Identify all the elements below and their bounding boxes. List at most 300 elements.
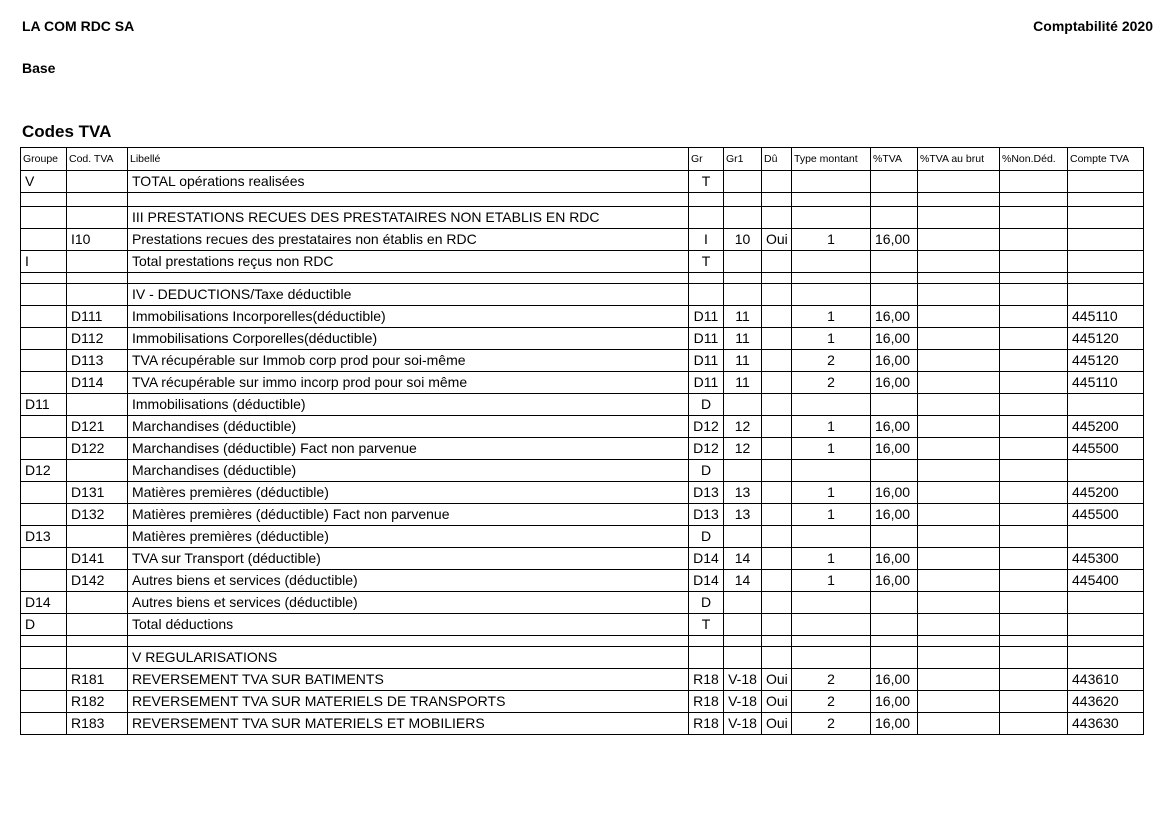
- non-ded-cell: [1000, 229, 1068, 251]
- non-ded-cell: [1000, 193, 1068, 207]
- libelle-cell: V REGULARISATIONS: [128, 647, 689, 669]
- gr1-cell: [724, 394, 762, 416]
- groupe-cell: [21, 284, 67, 306]
- gr-cell: D13: [689, 482, 724, 504]
- du-cell: [762, 372, 792, 394]
- tva-brut-cell: [918, 416, 1000, 438]
- table-row: [21, 526, 1144, 548]
- table-row: [21, 273, 1144, 284]
- col-groupe-header: Groupe: [21, 148, 67, 171]
- non-ded-cell: [1000, 647, 1068, 669]
- groupe-cell: [21, 328, 67, 350]
- gr-cell: D: [689, 460, 724, 482]
- groupe-cell: [21, 273, 67, 284]
- non-ded-cell: [1000, 171, 1068, 193]
- cod-tva-cell: D114: [67, 372, 128, 394]
- type-montant-cell: [792, 394, 871, 416]
- gr1-cell: 14: [724, 548, 762, 570]
- du-cell: Oui: [762, 691, 792, 713]
- tva-brut-cell: [918, 713, 1000, 735]
- tva-brut-cell: [918, 460, 1000, 482]
- libelle-cell: REVERSEMENT TVA SUR BATIMENTS: [128, 669, 689, 691]
- non-ded-cell: [1000, 482, 1068, 504]
- cod-tva-cell: R182: [67, 691, 128, 713]
- libelle-cell: TOTAL opérations realisées: [128, 171, 689, 193]
- table-row: [21, 438, 1144, 460]
- non-ded-cell: [1000, 273, 1068, 284]
- tva-cell: 16,00: [871, 328, 918, 350]
- gr-cell: T: [689, 614, 724, 636]
- groupe-cell: I: [21, 251, 67, 273]
- non-ded-cell: [1000, 394, 1068, 416]
- cod-tva-cell: I10: [67, 229, 128, 251]
- type-montant-cell: [792, 193, 871, 207]
- table-row: [21, 669, 1144, 691]
- col-du-header: Dû: [762, 148, 792, 171]
- groupe-cell: [21, 636, 67, 647]
- tva-brut-cell: [918, 350, 1000, 372]
- non-ded-cell: [1000, 548, 1068, 570]
- cod-tva-cell: R181: [67, 669, 128, 691]
- gr1-cell: 11: [724, 372, 762, 394]
- table-row: [21, 548, 1144, 570]
- section-title: Codes TVA: [22, 122, 112, 141]
- gr1-cell: [724, 171, 762, 193]
- gr1-cell: [724, 273, 762, 284]
- table-row: [21, 416, 1144, 438]
- du-cell: [762, 394, 792, 416]
- groupe-cell: D: [21, 614, 67, 636]
- tva-brut-cell: [918, 193, 1000, 207]
- tva-cell: [871, 193, 918, 207]
- cod-tva-cell: [67, 614, 128, 636]
- tva-brut-cell: [918, 636, 1000, 647]
- cod-tva-cell: D122: [67, 438, 128, 460]
- tva-cell: 16,00: [871, 350, 918, 372]
- cod-tva-cell: D111: [67, 306, 128, 328]
- gr-cell: D: [689, 526, 724, 548]
- compte-tva-cell: 445120: [1068, 350, 1144, 372]
- gr-cell: I: [689, 229, 724, 251]
- du-cell: [762, 460, 792, 482]
- du-cell: [762, 614, 792, 636]
- tva-cell: [871, 171, 918, 193]
- gr-cell: D11: [689, 306, 724, 328]
- compte-tva-cell: 445300: [1068, 548, 1144, 570]
- libelle-cell: IV - DEDUCTIONS/Taxe déductible: [128, 284, 689, 306]
- du-cell: [762, 504, 792, 526]
- tva-brut-cell: [918, 482, 1000, 504]
- groupe-cell: D14: [21, 592, 67, 614]
- du-cell: [762, 350, 792, 372]
- du-cell: Oui: [762, 669, 792, 691]
- tva-brut-cell: [918, 504, 1000, 526]
- du-cell: [762, 193, 792, 207]
- gr-cell: D14: [689, 570, 724, 592]
- tva-cell: 16,00: [871, 416, 918, 438]
- tva-brut-cell: [918, 614, 1000, 636]
- col-gr-header: Gr: [689, 148, 724, 171]
- gr1-cell: [724, 251, 762, 273]
- type-montant-cell: [792, 171, 871, 193]
- tva-brut-cell: [918, 171, 1000, 193]
- du-cell: [762, 482, 792, 504]
- compte-tva-cell: 445110: [1068, 372, 1144, 394]
- compte-tva-cell: 445500: [1068, 438, 1144, 460]
- gr-cell: R18: [689, 691, 724, 713]
- type-montant-cell: 2: [792, 669, 871, 691]
- non-ded-cell: [1000, 460, 1068, 482]
- tva-cell: 16,00: [871, 229, 918, 251]
- table-row: [21, 460, 1144, 482]
- type-montant-cell: 1: [792, 548, 871, 570]
- du-cell: Oui: [762, 713, 792, 735]
- libelle-cell: Prestations recues des prestataires non établis en RDC: [128, 229, 689, 251]
- gr-cell: D11: [689, 328, 724, 350]
- table-row: [21, 647, 1144, 669]
- cod-tva-cell: D113: [67, 350, 128, 372]
- type-montant-cell: 2: [792, 691, 871, 713]
- table-row: [21, 207, 1144, 229]
- compte-tva-cell: [1068, 171, 1144, 193]
- gr-cell: [689, 284, 724, 306]
- gr1-cell: 10: [724, 229, 762, 251]
- non-ded-cell: [1000, 592, 1068, 614]
- non-ded-cell: [1000, 372, 1068, 394]
- cod-tva-cell: [67, 193, 128, 207]
- compte-tva-cell: [1068, 394, 1144, 416]
- compte-tva-cell: 445110: [1068, 306, 1144, 328]
- table-row: [21, 284, 1144, 306]
- table-row: [21, 328, 1144, 350]
- type-montant-cell: 1: [792, 229, 871, 251]
- cod-tva-cell: D132: [67, 504, 128, 526]
- type-montant-cell: [792, 526, 871, 548]
- du-cell: [762, 548, 792, 570]
- cod-tva-cell: D141: [67, 548, 128, 570]
- tva-brut-cell: [918, 438, 1000, 460]
- gr1-cell: 11: [724, 328, 762, 350]
- non-ded-cell: [1000, 614, 1068, 636]
- non-ded-cell: [1000, 526, 1068, 548]
- du-cell: [762, 416, 792, 438]
- table-row: [21, 372, 1144, 394]
- tva-cell: [871, 207, 918, 229]
- tva-cell: 16,00: [871, 438, 918, 460]
- table-row: [21, 504, 1144, 526]
- company-name: LA COM RDC SA: [22, 18, 135, 34]
- tva-brut-cell: [918, 592, 1000, 614]
- gr-cell: D13: [689, 504, 724, 526]
- non-ded-cell: [1000, 691, 1068, 713]
- libelle-cell: TVA récupérable sur immo incorp prod pour soi même: [128, 372, 689, 394]
- groupe-cell: [21, 482, 67, 504]
- libelle-cell: REVERSEMENT TVA SUR MATERIELS ET MOBILIERS: [128, 713, 689, 735]
- tva-cell: 16,00: [871, 504, 918, 526]
- libelle-cell: Matières premières (déductible): [128, 526, 689, 548]
- table-row: [21, 636, 1144, 647]
- du-cell: [762, 592, 792, 614]
- gr-cell: D11: [689, 372, 724, 394]
- groupe-cell: [21, 350, 67, 372]
- cod-tva-cell: [67, 251, 128, 273]
- non-ded-cell: [1000, 504, 1068, 526]
- type-montant-cell: 1: [792, 416, 871, 438]
- gr1-cell: 13: [724, 482, 762, 504]
- du-cell: [762, 207, 792, 229]
- non-ded-cell: [1000, 669, 1068, 691]
- tva-brut-cell: [918, 669, 1000, 691]
- du-cell: [762, 251, 792, 273]
- groupe-cell: [21, 570, 67, 592]
- gr-cell: D12: [689, 438, 724, 460]
- type-montant-cell: 1: [792, 306, 871, 328]
- groupe-cell: D12: [21, 460, 67, 482]
- tva-cell: [871, 636, 918, 647]
- type-montant-cell: [792, 273, 871, 284]
- gr1-cell: 12: [724, 416, 762, 438]
- groupe-cell: [21, 229, 67, 251]
- type-montant-cell: [792, 207, 871, 229]
- compte-tva-cell: [1068, 273, 1144, 284]
- tva-brut-cell: [918, 328, 1000, 350]
- du-cell: [762, 306, 792, 328]
- col-non-ded-header: %Non.Déd.: [1000, 148, 1068, 171]
- tva-cell: [871, 394, 918, 416]
- non-ded-cell: [1000, 328, 1068, 350]
- type-montant-cell: 2: [792, 713, 871, 735]
- type-montant-cell: [792, 636, 871, 647]
- cod-tva-cell: [67, 526, 128, 548]
- type-montant-cell: [792, 614, 871, 636]
- tva-brut-cell: [918, 306, 1000, 328]
- groupe-cell: [21, 207, 67, 229]
- non-ded-cell: [1000, 251, 1068, 273]
- gr-cell: R18: [689, 669, 724, 691]
- type-montant-cell: 1: [792, 328, 871, 350]
- gr-cell: [689, 193, 724, 207]
- col-compte-tva-header: Compte TVA: [1068, 148, 1144, 171]
- tva-brut-cell: [918, 372, 1000, 394]
- tva-codes-table: [20, 147, 1144, 735]
- tva-brut-cell: [918, 273, 1000, 284]
- cod-tva-cell: [67, 647, 128, 669]
- type-montant-cell: [792, 460, 871, 482]
- table-row: [21, 251, 1144, 273]
- cod-tva-cell: D112: [67, 328, 128, 350]
- gr-cell: D14: [689, 548, 724, 570]
- du-cell: [762, 526, 792, 548]
- libelle-cell: TVA sur Transport (déductible): [128, 548, 689, 570]
- du-cell: [762, 328, 792, 350]
- libelle-cell: Matières premières (déductible) Fact non parvenue: [128, 504, 689, 526]
- du-cell: [762, 636, 792, 647]
- compte-tva-cell: [1068, 251, 1144, 273]
- table-row: [21, 482, 1144, 504]
- tva-cell: [871, 460, 918, 482]
- col-gr1-header: Gr1: [724, 148, 762, 171]
- table-row: [21, 592, 1144, 614]
- table-row: [21, 171, 1144, 193]
- table-row: [21, 193, 1144, 207]
- tva-cell: [871, 647, 918, 669]
- gr1-cell: [724, 284, 762, 306]
- compte-tva-cell: [1068, 614, 1144, 636]
- type-montant-cell: 1: [792, 504, 871, 526]
- gr1-cell: 11: [724, 350, 762, 372]
- libelle-cell: Immobilisations Corporelles(déductible): [128, 328, 689, 350]
- table-row: [21, 350, 1144, 372]
- non-ded-cell: [1000, 207, 1068, 229]
- groupe-cell: [21, 669, 67, 691]
- gr-cell: T: [689, 251, 724, 273]
- cod-tva-cell: [67, 171, 128, 193]
- tva-brut-cell: [918, 207, 1000, 229]
- page-subtitle: Base: [22, 60, 56, 76]
- col-libelle-header: Libellé: [128, 148, 689, 171]
- groupe-cell: [21, 372, 67, 394]
- gr-cell: [689, 273, 724, 284]
- tva-brut-cell: [918, 570, 1000, 592]
- gr-cell: D: [689, 394, 724, 416]
- libelle-cell: Immobilisations Incorporelles(déductible): [128, 306, 689, 328]
- libelle-cell: Immobilisations (déductible): [128, 394, 689, 416]
- type-montant-cell: [792, 284, 871, 306]
- col-type-montant-header: Type montant: [792, 148, 871, 171]
- libelle-cell: [128, 636, 689, 647]
- du-cell: [762, 570, 792, 592]
- gr1-cell: V-18: [724, 713, 762, 735]
- gr1-cell: V-18: [724, 669, 762, 691]
- gr1-cell: [724, 592, 762, 614]
- tva-brut-cell: [918, 284, 1000, 306]
- type-montant-cell: [792, 592, 871, 614]
- gr1-cell: V-18: [724, 691, 762, 713]
- gr-cell: [689, 647, 724, 669]
- cod-tva-cell: D142: [67, 570, 128, 592]
- tva-brut-cell: [918, 647, 1000, 669]
- type-montant-cell: [792, 251, 871, 273]
- table-row: [21, 570, 1144, 592]
- gr1-cell: [724, 636, 762, 647]
- groupe-cell: V: [21, 171, 67, 193]
- groupe-cell: [21, 713, 67, 735]
- tva-cell: [871, 614, 918, 636]
- document-title: Comptabilité 2020: [1033, 18, 1153, 34]
- gr1-cell: 12: [724, 438, 762, 460]
- gr1-cell: [724, 460, 762, 482]
- groupe-cell: [21, 548, 67, 570]
- libelle-cell: TVA récupérable sur Immob corp prod pour soi-même: [128, 350, 689, 372]
- tva-brut-cell: [918, 526, 1000, 548]
- gr-cell: [689, 636, 724, 647]
- libelle-cell: Autres biens et services (déductible): [128, 570, 689, 592]
- type-montant-cell: [792, 647, 871, 669]
- compte-tva-cell: 445120: [1068, 328, 1144, 350]
- table-header-row: [21, 148, 1144, 171]
- type-montant-cell: 2: [792, 350, 871, 372]
- compte-tva-cell: 445200: [1068, 482, 1144, 504]
- libelle-cell: [128, 273, 689, 284]
- groupe-cell: [21, 306, 67, 328]
- compte-tva-cell: 445400: [1068, 570, 1144, 592]
- table-row: [21, 713, 1144, 735]
- groupe-cell: [21, 691, 67, 713]
- cod-tva-cell: [67, 592, 128, 614]
- du-cell: [762, 284, 792, 306]
- du-cell: [762, 171, 792, 193]
- gr-cell: T: [689, 171, 724, 193]
- compte-tva-cell: [1068, 207, 1144, 229]
- groupe-cell: [21, 438, 67, 460]
- libelle-cell: Marchandises (déductible): [128, 460, 689, 482]
- du-cell: [762, 273, 792, 284]
- gr1-cell: [724, 207, 762, 229]
- libelle-cell: Matières premières (déductible): [128, 482, 689, 504]
- tva-cell: 16,00: [871, 691, 918, 713]
- table-body: [21, 171, 1144, 735]
- gr1-cell: 13: [724, 504, 762, 526]
- tva-brut-cell: [918, 394, 1000, 416]
- cod-tva-cell: [67, 207, 128, 229]
- tva-cell: 16,00: [871, 713, 918, 735]
- compte-tva-cell: [1068, 526, 1144, 548]
- libelle-cell: [128, 193, 689, 207]
- col-tva-header: %TVA: [871, 148, 918, 171]
- tva-brut-cell: [918, 229, 1000, 251]
- non-ded-cell: [1000, 636, 1068, 647]
- compte-tva-cell: [1068, 229, 1144, 251]
- gr1-cell: [724, 647, 762, 669]
- cod-tva-cell: [67, 273, 128, 284]
- gr-cell: R18: [689, 713, 724, 735]
- tva-cell: [871, 526, 918, 548]
- libelle-cell: Autres biens et services (déductible): [128, 592, 689, 614]
- tva-cell: 16,00: [871, 548, 918, 570]
- non-ded-cell: [1000, 713, 1068, 735]
- non-ded-cell: [1000, 570, 1068, 592]
- libelle-cell: III PRESTATIONS RECUES DES PRESTATAIRES NON ETABLIS EN RDC: [128, 207, 689, 229]
- cod-tva-cell: [67, 460, 128, 482]
- table-row: [21, 394, 1144, 416]
- groupe-cell: [21, 504, 67, 526]
- groupe-cell: D11: [21, 394, 67, 416]
- libelle-cell: Marchandises (déductible): [128, 416, 689, 438]
- groupe-cell: D13: [21, 526, 67, 548]
- compte-tva-cell: [1068, 284, 1144, 306]
- libelle-cell: REVERSEMENT TVA SUR MATERIELS DE TRANSPORTS: [128, 691, 689, 713]
- type-montant-cell: 1: [792, 438, 871, 460]
- gr-cell: D11: [689, 350, 724, 372]
- non-ded-cell: [1000, 350, 1068, 372]
- cod-tva-cell: D121: [67, 416, 128, 438]
- table-row: [21, 691, 1144, 713]
- tva-cell: 16,00: [871, 482, 918, 504]
- tva-cell: 16,00: [871, 372, 918, 394]
- groupe-cell: [21, 416, 67, 438]
- table-row: [21, 306, 1144, 328]
- compte-tva-cell: 443620: [1068, 691, 1144, 713]
- tva-cell: [871, 273, 918, 284]
- type-montant-cell: 1: [792, 570, 871, 592]
- tva-cell: [871, 592, 918, 614]
- type-montant-cell: 2: [792, 372, 871, 394]
- table-row: [21, 614, 1144, 636]
- gr1-cell: [724, 193, 762, 207]
- libelle-cell: Marchandises (déductible) Fact non parvenue: [128, 438, 689, 460]
- compte-tva-cell: 443610: [1068, 669, 1144, 691]
- compte-tva-cell: [1068, 460, 1144, 482]
